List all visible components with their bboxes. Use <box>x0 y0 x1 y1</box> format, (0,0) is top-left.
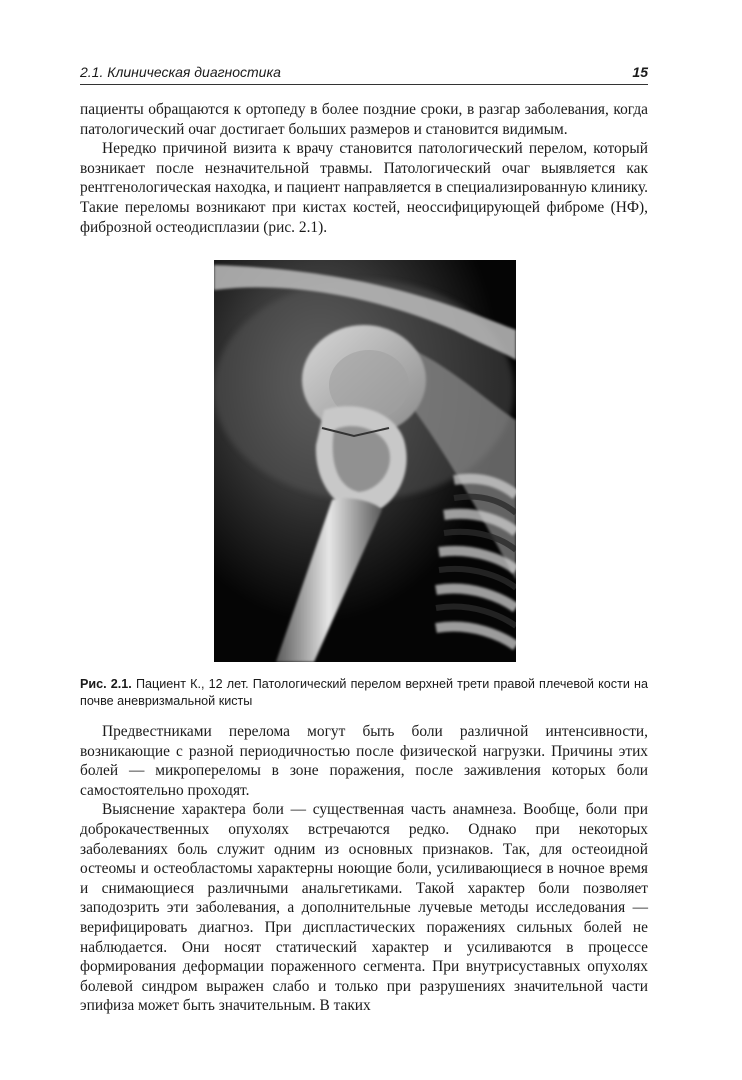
section-title: 2.1. Клиническая диагностика <box>80 64 281 80</box>
figure-label: Рис. 2.1. <box>80 677 132 691</box>
page-number: 15 <box>632 64 648 80</box>
xray-shoulder-illustration <box>214 260 516 662</box>
figure-caption <box>80 676 648 710</box>
body-text-bottom <box>80 722 648 1016</box>
body-text-top <box>80 100 648 237</box>
paragraph: Предвестниками перелома могут быть боли различной интенсивности, возникающие с разной периодичностью после физической нагрузки. Причины этих болей — микропереломы в зоне поражения, после заживления которых боли самостоятельно проходят. <box>80 723 648 799</box>
paragraph: Нередко причиной визита к врачу становится патологический перелом, который возникает после незначительной травмы. Патологический очаг выявляется как рентгенологическая находка, и пациент направляется в специализированную клинику. Такие переломы возникают при кистах костей, неоссифицирующей фиброме (НФ), фиброзной остеодисплазии (рис. 2.1). <box>80 140 648 236</box>
xray-image <box>214 260 516 662</box>
page-header <box>80 62 648 85</box>
paragraph: пациенты обращаются к ортопеду в более поздние сроки, в разгар заболевания, когда патологический очаг достигает больших размеров и становится видимым. <box>80 101 648 138</box>
figure-caption-text: Пациент К., 12 лет. Патологический перелом верхней трети правой плечевой кости на почве аневризмальной кисты <box>80 677 648 708</box>
paragraph: Выяснение характера боли — существенная часть анамнеза. Вообще, боли при доброкачественных опухолях встречаются редко. Однако при некоторых заболеваниях боль служит одним из основных признаков. Так, для остеоидной остеомы и остеобластомы характерны ноющие боли, усиливающиеся в ночное время и снимающиеся различными анальгетиками. Такой характер боли позволяет заподозрить эти заболевания, а дополнительные лучевые методы исследования — верифицировать диагноз. При диспластических поражениях сильных болей не наблюдается. Они носят статический характер и усиливаются в процессе формирования деформации пораженного сегмента. При внутрисуставных опухолях болевой синдром выражен слабо и только при разрушениях значительной части эпифиза может быть значительным. В таких <box>80 801 648 1015</box>
